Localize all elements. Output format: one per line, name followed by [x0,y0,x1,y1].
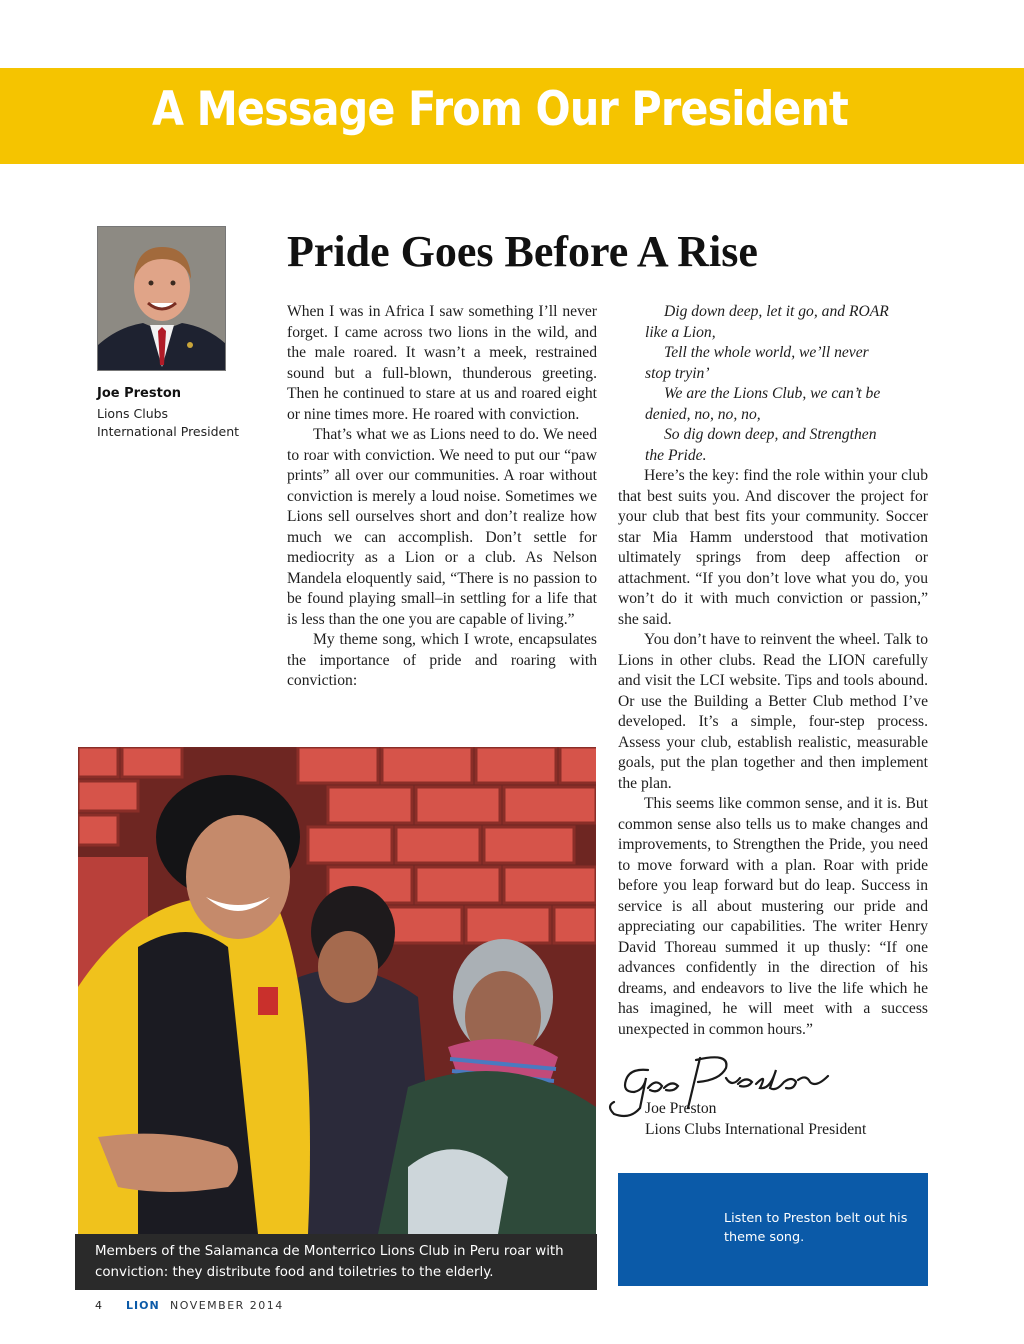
article-paragraph: When I was in Africa I saw something I’ll never forget. I came across two lions in the wild, and the male roared. It wasn’t a meek, restrained sound but a full-blown, thunderous greeting. Then he continued to stare at us and roared eight or nine times more. He roared with conviction. [287,303,597,423]
lyric-line: the Pride. [645,446,707,464]
issue-date: NOVEMBER 2014 [170,1299,284,1312]
president-role-line2: International President [97,424,240,439]
lyric-line: Tell the whole world, we’ll never [664,344,869,361]
article-column-right [618,302,928,1040]
lyric-line: We are the Lions Club, we can’t be [664,385,881,402]
president-role-line1: Lions Clubs [97,406,169,421]
page-number: 4 [95,1299,102,1312]
signature-name: Joe Preston [645,1100,717,1117]
president-portrait [97,226,226,371]
lyric-line: Dig down deep, let it go, and ROAR [664,303,889,320]
photo-caption: Members of the Salamanca de Monterrico Lions Club in Peru roar with conviction: they distribute food and toiletries to the elderly. [75,1234,597,1290]
article-paragraph: My theme song, which I wrote, encapsulates the importance of pride and roaring with conviction: [287,631,597,689]
theme-song-lyrics [618,302,928,466]
article-paragraph: This seems like common sense, and it is. But common sense also tells us to make changes and improvements, to Strengthen the Pride, you need to move forward with a plan. Roar with pride before you leap forward but do leap. Success in service is all about mustering our pride and appreciating our capabilities. The writer Henry David Thoreau summed it up thusly: “If one advances confidently in the direction of his dreams, and endeavors to live the life which he has imagined, he will meet with a success unexpected in common hours.” [618,795,928,1038]
theme-song-promo[interactable] [618,1173,928,1286]
signature-image [600,1048,840,1120]
article-headline: Pride Goes Before A Rise [287,227,758,276]
lyric-line: So dig down deep, and Strengthen [664,426,877,443]
article-paragraph: That’s what we as Lions need to do. We need to roar with conviction. We need to put our “paw prints” all over our communities. A roar without conviction is merely a loud noise. Sometimes we Lions sell ourselves short and don’t realize how much we can accomplish. Don’t settle for mediocrity as a Lion or a club. As Nelson Mandela eloquently said, “There is no passion to be found playing small–in settling for a life that is less than the one you are capable of living.” [287,426,597,628]
lyric-line: stop tryin’ [645,364,710,382]
magazine-name: LION [126,1299,160,1312]
president-name: Joe Preston [97,386,182,401]
signature-title: Lions Clubs International President [645,1121,867,1138]
lyric-line: denied, no, no, no, [645,405,761,423]
president-role [97,405,277,441]
page-title: A Message From Our President [152,82,848,137]
lyric-line: like a Lion, [645,323,716,341]
lions-members-photo [78,747,596,1234]
article-column-left [287,302,597,692]
article-paragraph: You don’t have to reinvent the wheel. Talk to Lions in other clubs. Read the LION carefully and visit the LCI website. Tips and tools abound. Or use the Building a Better Club method I’ve developed. It’s a simple, four-step process. Assess your club, establish realistic, measurable goals, put the plan together and then implement the plan. [618,631,928,792]
theme-song-promo-text: Listen to Preston belt out his theme song. [724,1211,908,1245]
article-paragraph: Here’s the key: find the role within your club that best suits you. And discover the project for your club that best fits your community. Soccer star Mia Hamm understood that motivation ultimately springs from deep affection or attachment. “If you don’t love what you do, you won’t do it with much conviction or passion,” she said. [618,467,928,628]
